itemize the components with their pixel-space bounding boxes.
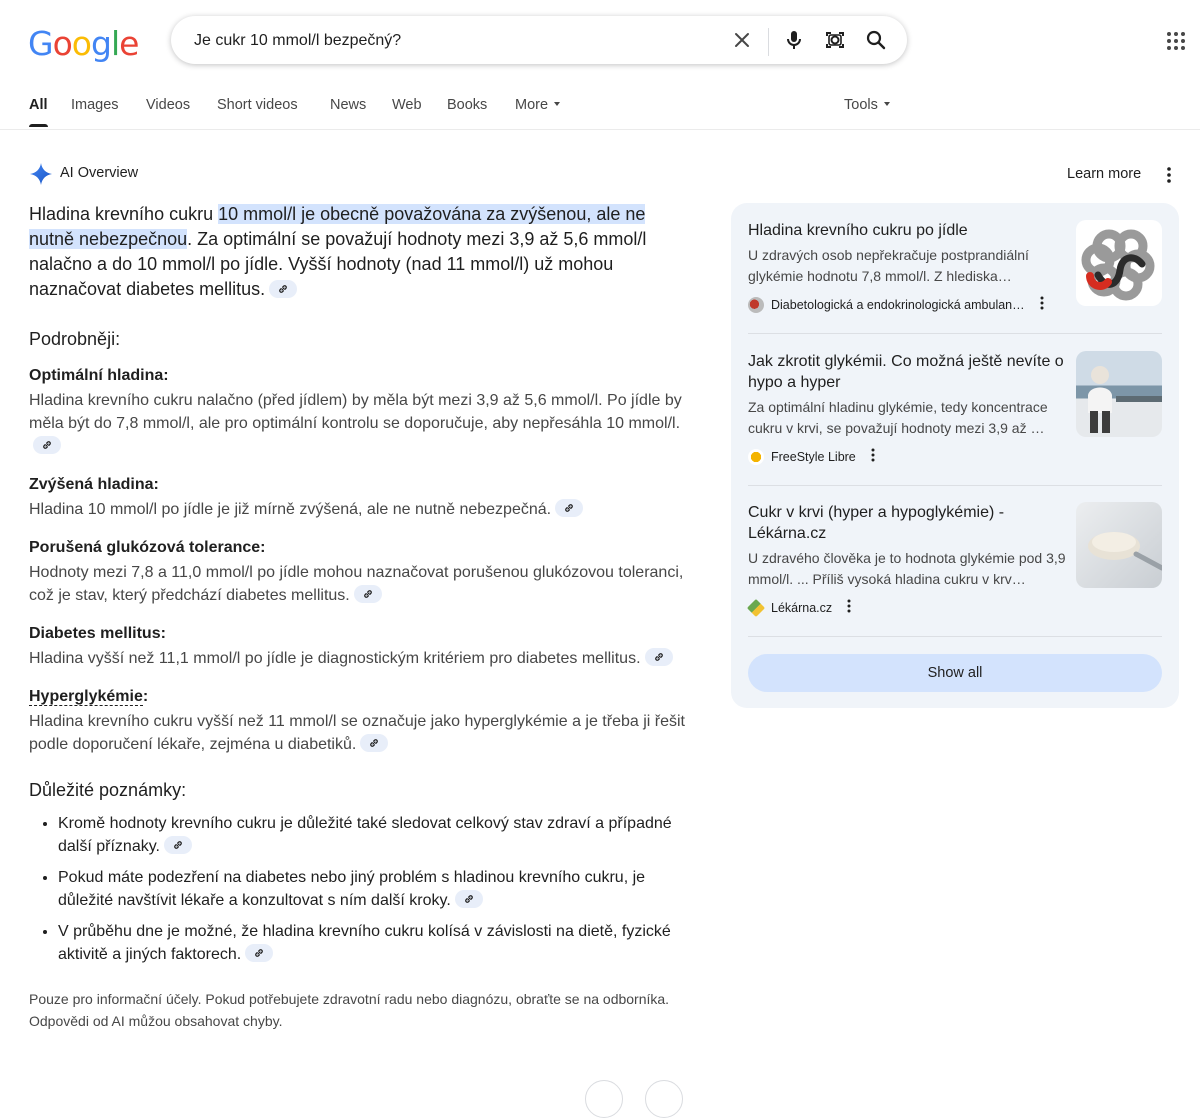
source-site-name: Diabetologická a endokrinologická ambulan… <box>771 297 1025 312</box>
section-text <box>29 389 689 458</box>
tab-more[interactable] <box>515 97 560 113</box>
microphone-icon[interactable] <box>782 28 806 52</box>
person-photo-thumbnail <box>1076 351 1162 437</box>
source-card[interactable] <box>748 351 1162 471</box>
source-title[interactable]: Jak zkrotit glykémii. Co možná ještě nevíte o hypo a hyper <box>748 353 1064 391</box>
section-hyperglycemia <box>29 686 689 756</box>
source-link-chip[interactable] <box>360 734 388 752</box>
apps-grid-icon[interactable] <box>1164 29 1188 53</box>
section-title: Zvýšená hladina: <box>29 476 159 493</box>
more-options-icon[interactable] <box>1039 295 1045 314</box>
section-text-content: Hladina krevního cukru nalačno (před jídlem) by měla být mezi 3,9 až 5,6 mmol/l. Po jídle by měla být do 7,8 mmol/l, ale pro optimální kontrolu se doporučuje, aby nepřesáhla 10 mmol/l. <box>29 392 682 432</box>
lead-text-end: . Za optimální se považují hodnoty mezi 3,9 až 5,6 mmol/l nalačno a do 10 mmol/l po jídle. Vyšší hodnoty (nad 11 mmol/l) už mohou naznačovat diabetes mellitus. <box>29 229 647 299</box>
tab-all[interactable]: All <box>29 97 48 113</box>
section-diabetes <box>29 623 689 670</box>
section-text <box>29 498 689 521</box>
link-icon <box>653 651 665 663</box>
section-text-content: Hladina 10 mmol/l po jídle je již mírně zvýšená, ale ne nutně nebezpečná. <box>29 501 552 518</box>
hyperglycemia-term-link[interactable]: Hyperglykémie <box>29 688 143 705</box>
link-icon <box>362 588 374 600</box>
logo-letter: g <box>90 24 111 63</box>
source-link-chip[interactable] <box>33 436 61 454</box>
source-title[interactable]: Cukr v krvi (hyper a hypoglykémie) - Lékárna.cz <box>748 504 1005 542</box>
chevron-down-icon <box>884 102 890 106</box>
source-site <box>748 598 852 617</box>
ai-disclaimer: Pouze pro informační účely. Pokud potřebujete zdravotní radu nebo diagnózu, obraťte se na odborníka. Odpovědi od AI můžou obsahovat chyby. <box>29 991 670 1029</box>
source-site <box>748 447 876 466</box>
search-icon[interactable] <box>864 28 888 52</box>
clear-icon[interactable] <box>730 28 754 52</box>
source-snippet: U zdravých osob nepřekračuje postprandiální glykémie hodnotu 7,8 mmol/l. Z hlediska… <box>748 247 1029 284</box>
tab-tools[interactable] <box>844 97 890 113</box>
chevron-down-icon <box>554 102 560 106</box>
tab-images[interactable]: Images <box>71 97 119 113</box>
note-text: Kromě hodnoty krevního cukru je důležité také sledovat celkový stav zdraví a případné další příznaky. <box>58 815 672 855</box>
source-divider <box>748 636 1162 637</box>
search-divider <box>768 28 769 56</box>
ai-overview-lead <box>29 202 689 302</box>
section-text <box>29 647 689 670</box>
link-icon <box>253 947 265 959</box>
tab-more-label: More <box>515 97 549 113</box>
section-impaired-tolerance <box>29 537 689 607</box>
source-site-name: Lékárna.cz <box>771 600 833 615</box>
note-text: V průběhu dne je možné, že hladina krevního cukru kolísá v závislosti na dietě, fyzické aktivitě a jiných faktorech. <box>58 923 671 963</box>
section-optimal <box>29 365 689 458</box>
section-title: Optimální hladina: <box>29 367 169 384</box>
site-favicon-icon <box>747 598 765 616</box>
site-favicon-icon <box>748 449 764 465</box>
link-icon <box>277 283 289 295</box>
notes-list <box>29 812 689 966</box>
section-text-content: Hladina vyšší než 11,1 mmol/l po jídle je diagnostickým kritériem pro diabetes mellitus. <box>29 650 641 667</box>
sources-panel <box>731 203 1179 708</box>
section-title-colon: : <box>142 688 149 705</box>
thumbs-down-button[interactable] <box>645 1080 683 1118</box>
logo-letter: l <box>110 24 120 63</box>
note-text: Pokud máte podezření na diabetes nebo jiný problém s hladinou krevního cukru, je důležité navštívit lékaře a konzultovat s ním další kroky. <box>58 869 646 909</box>
source-snippet: U zdravého člověka je to hodnota glykémie pod 3,9 mmol/l. ... Příliš vysoká hladina cukru v krv… <box>748 550 1066 587</box>
source-link-chip[interactable] <box>455 890 483 908</box>
tab-tools-label: Tools <box>844 97 878 113</box>
site-favicon-icon <box>748 297 764 313</box>
search-tabs <box>0 88 1200 130</box>
tab-short-videos[interactable]: Short videos <box>217 97 298 113</box>
more-options-icon[interactable] <box>870 447 876 466</box>
tab-books[interactable]: Books <box>447 97 488 113</box>
source-title[interactable]: Hladina krevního cukru po jídle <box>748 222 968 239</box>
tab-web[interactable]: Web <box>392 97 422 113</box>
section-text-content: Hodnoty mezi 7,8 a 11,0 mmol/l po jídle mohou naznačovat porušenou glukózovou toleranci, což je stav, který předchází diabetes mellitus. <box>29 564 684 604</box>
ai-overview-content <box>29 202 689 1032</box>
list-item <box>58 866 689 912</box>
learn-more-link[interactable]: Learn more <box>1067 166 1142 182</box>
list-item <box>58 920 689 966</box>
source-link-chip[interactable] <box>269 280 297 298</box>
logo-letter: o <box>52 24 72 63</box>
section-title: Diabetes mellitus: <box>29 625 166 642</box>
section-text <box>29 710 689 756</box>
notes-heading: Důležité poznámky: <box>29 780 187 800</box>
logo-letter: e <box>119 24 139 63</box>
lens-camera-icon[interactable] <box>823 28 847 52</box>
search-input[interactable] <box>192 28 716 54</box>
link-icon <box>368 737 380 749</box>
tab-news[interactable]: News <box>330 97 367 113</box>
show-all-button[interactable]: Show all <box>748 654 1162 692</box>
source-link-chip[interactable] <box>645 648 673 666</box>
section-text <box>29 561 689 607</box>
source-divider <box>748 333 1162 334</box>
source-card[interactable] <box>748 220 1162 320</box>
section-elevated <box>29 474 689 521</box>
logo-letter: G <box>28 24 53 63</box>
thumbs-up-button[interactable] <box>585 1080 623 1118</box>
link-icon <box>172 839 184 851</box>
source-link-chip[interactable] <box>354 585 382 603</box>
source-link-chip[interactable] <box>245 944 273 962</box>
link-icon <box>41 439 53 451</box>
gemini-sparkle-icon <box>29 162 53 186</box>
search-box <box>171 16 907 64</box>
tab-videos[interactable]: Videos <box>146 97 191 113</box>
more-options-icon[interactable] <box>846 598 852 617</box>
source-divider <box>748 485 1162 486</box>
lead-highlight: 10 mmol/l je obecně považována za zvýšenou, ale ne nutně nebezpečnou <box>29 204 646 249</box>
list-item <box>58 812 689 858</box>
details-heading: Podrobněji: <box>29 329 121 349</box>
google-logo[interactable] <box>28 24 138 63</box>
source-link-chip[interactable] <box>164 836 192 854</box>
logo-thumbnail <box>1076 220 1162 306</box>
source-link-chip[interactable] <box>555 499 583 517</box>
source-snippet: Za optimální hladinu glykémie, tedy koncentrace cukru v krvi, se považují hodnoty mezi 3,9 až … <box>748 399 1048 436</box>
source-site <box>748 295 1045 314</box>
lead-text-start: Hladina krevního cukru <box>29 204 219 224</box>
ai-overview-label: AI Overview <box>60 165 139 181</box>
link-icon <box>563 502 575 514</box>
source-site-name: FreeStyle Libre <box>771 449 856 464</box>
section-title <box>29 686 689 708</box>
section-text-content: Hladina krevního cukru vyšší než 11 mmol/l se označuje jako hyperglykémie a je třeba ji řešit podle doporučení lékaře, zejména u diabetiků. <box>29 713 685 753</box>
source-card[interactable] <box>748 502 1162 622</box>
logo-letter: o <box>71 24 91 63</box>
section-title: Porušená glukózová tolerance: <box>29 539 266 556</box>
link-icon <box>463 893 475 905</box>
sugar-spoon-thumbnail <box>1076 502 1162 588</box>
more-options-icon[interactable] <box>1160 164 1178 186</box>
